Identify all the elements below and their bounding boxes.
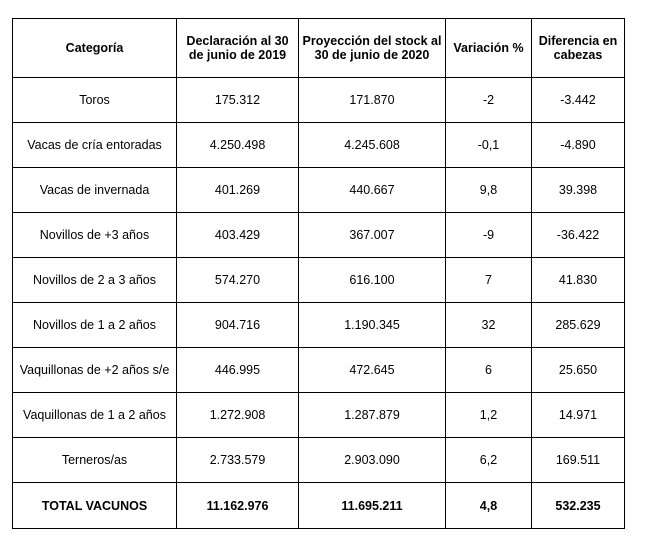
cell-diferencia: 25.650 xyxy=(532,348,625,393)
cell-variacion: -0,1 xyxy=(446,123,532,168)
cell-variacion: 7 xyxy=(446,258,532,303)
table-row xyxy=(13,348,625,393)
cell-categoria: Terneros/as xyxy=(13,438,177,483)
cell-proyeccion: 4.245.608 xyxy=(299,123,446,168)
cell-categoria: Toros xyxy=(13,78,177,123)
cell-categoria: Novillos de +3 años xyxy=(13,213,177,258)
cell-declaracion: 175.312 xyxy=(177,78,299,123)
table-header-row xyxy=(13,19,625,78)
cell-categoria: Vacas de cría entoradas xyxy=(13,123,177,168)
cell-proyeccion: 616.100 xyxy=(299,258,446,303)
cell-proyeccion: 1.287.879 xyxy=(299,393,446,438)
cell-declaracion: 403.429 xyxy=(177,213,299,258)
table-row xyxy=(13,78,625,123)
cell-proyeccion: 171.870 xyxy=(299,78,446,123)
cell-categoria: Vacas de invernada xyxy=(13,168,177,213)
total-variacion: 4,8 xyxy=(446,483,532,529)
cell-variacion: 6 xyxy=(446,348,532,393)
total-row xyxy=(13,483,625,529)
table-row xyxy=(13,258,625,303)
table-row xyxy=(13,123,625,168)
table-row xyxy=(13,393,625,438)
cell-variacion: 32 xyxy=(446,303,532,348)
cell-declaracion: 401.269 xyxy=(177,168,299,213)
cell-declaracion: 1.272.908 xyxy=(177,393,299,438)
cell-variacion: -2 xyxy=(446,78,532,123)
cell-diferencia: -36.422 xyxy=(532,213,625,258)
cell-declaracion: 446.995 xyxy=(177,348,299,393)
table-row xyxy=(13,213,625,258)
cell-variacion: 6,2 xyxy=(446,438,532,483)
cell-declaracion: 574.270 xyxy=(177,258,299,303)
cell-diferencia: 41.830 xyxy=(532,258,625,303)
cell-proyeccion: 440.667 xyxy=(299,168,446,213)
cell-diferencia: -3.442 xyxy=(532,78,625,123)
total-declaracion: 11.162.976 xyxy=(177,483,299,529)
cell-categoria: Novillos de 1 a 2 años xyxy=(13,303,177,348)
total-proyeccion: 11.695.211 xyxy=(299,483,446,529)
cell-declaracion: 4.250.498 xyxy=(177,123,299,168)
cell-categoria: Vaquillonas de 1 a 2 años xyxy=(13,393,177,438)
total-label: TOTAL VACUNOS xyxy=(13,483,177,529)
cell-variacion: -9 xyxy=(446,213,532,258)
header-diferencia: Diferencia en cabezas xyxy=(532,19,625,78)
cell-proyeccion: 472.645 xyxy=(299,348,446,393)
header-proyeccion-2020: Proyección del stock al 30 de junio de 2020 xyxy=(299,19,446,78)
table-row xyxy=(13,168,625,213)
total-diferencia: 532.235 xyxy=(532,483,625,529)
cattle-stock-table xyxy=(12,18,625,529)
cell-declaracion: 904.716 xyxy=(177,303,299,348)
cell-diferencia: 39.398 xyxy=(532,168,625,213)
cell-diferencia: 285.629 xyxy=(532,303,625,348)
cell-proyeccion: 1.190.345 xyxy=(299,303,446,348)
header-categoria: Categoría xyxy=(13,19,177,78)
cell-variacion: 1,2 xyxy=(446,393,532,438)
cell-diferencia: 169.511 xyxy=(532,438,625,483)
cell-diferencia: 14.971 xyxy=(532,393,625,438)
cell-categoria: Novillos de 2 a 3 años xyxy=(13,258,177,303)
cell-variacion: 9,8 xyxy=(446,168,532,213)
table-row xyxy=(13,303,625,348)
header-declaracion-2019: Declaración al 30 de junio de 2019 xyxy=(177,19,299,78)
cell-proyeccion: 2.903.090 xyxy=(299,438,446,483)
table-row xyxy=(13,438,625,483)
cell-diferencia: -4.890 xyxy=(532,123,625,168)
cell-proyeccion: 367.007 xyxy=(299,213,446,258)
cell-declaracion: 2.733.579 xyxy=(177,438,299,483)
cell-categoria: Vaquillonas de +2 años s/e xyxy=(13,348,177,393)
header-variacion: Variación % xyxy=(446,19,532,78)
